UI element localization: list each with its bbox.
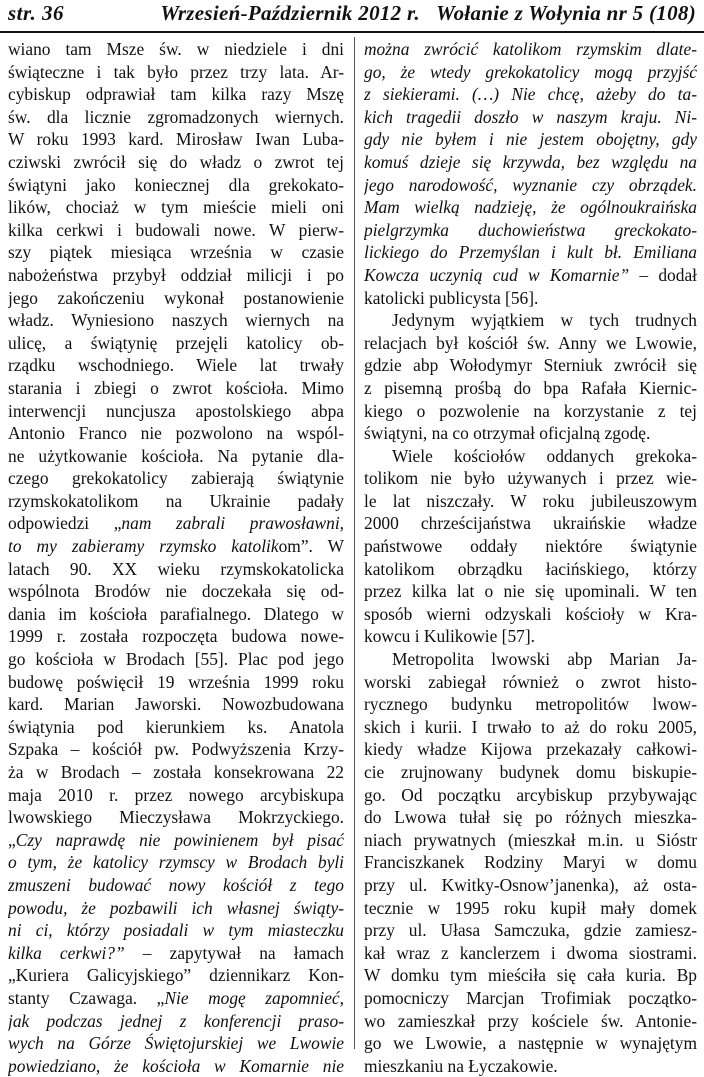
page-header	[0, 0, 704, 33]
right-column-line: W domku tym mieściła się cała kuria. Bp	[364, 965, 697, 986]
italic-quote: komuś dzieje się krzywda, bez względu na	[364, 151, 697, 172]
right-column-line	[364, 196, 697, 219]
right-column-line: Metropolita lwowski abp Marian Ja-	[392, 649, 697, 670]
right-column-line: kowcu i Kulikowie [57].	[364, 626, 535, 647]
left-column-line: lwowskiego Mieczysława Mokrzyckiego.	[8, 807, 344, 828]
italic-quote: jego narodowość, wyznanie czy obrządek.	[364, 174, 697, 195]
left-column-line: wspólnota Brodów nie doczekała się od-	[8, 581, 344, 602]
italic-quote: Kowcza uczynią cud w Komarnie” –	[364, 264, 659, 285]
right-column-line: go. Od początku arcybiskup przybywając	[364, 784, 697, 805]
right-column-line: przy ul. Kwitky-Osnow’janenka), aż osta-	[364, 874, 697, 895]
left-column-line: dania im kościoła parafialnego. Dlatego w	[8, 603, 344, 624]
right-column-line: wo zamieszkał przy kościele św. Antonie-	[364, 1010, 697, 1031]
left-column-line: W roku 1993 kard. Mirosław Iwan Luba-	[8, 129, 344, 150]
italic-quote: powodu, że pozbawili ich własnej świąty-	[8, 897, 344, 918]
right-column-line: 2000 chrześcijaństwa ukraińskie władze	[364, 513, 697, 534]
left-column-line	[8, 1032, 344, 1055]
left-column-line: św. dla licznie zgromadzonych wiernych.	[8, 106, 344, 127]
right-column-line: skich i kurii. I trwało to aż do roku 2005,	[364, 716, 697, 737]
italic-quote: o tym, że katolicy rzymscy w Brodach byli	[8, 852, 344, 873]
right-column-line: sposób wierni odzyskali kościoły w Kra-	[364, 603, 697, 624]
left-column-line: budowę poświęcił 19 września 1999 roku	[8, 671, 344, 692]
right-column-line: kiedy władze Kijowa przekazały całkowi-	[364, 739, 697, 760]
right-column-line	[364, 61, 697, 84]
left-column-line: rzymskokatolikom na Ukrainie padały	[8, 490, 344, 511]
right-column-line: kał wraz z kanclerzem i dwoma siostrami.	[364, 942, 697, 963]
right-column-line: przez kilka lat o nie się upominali. W ten	[364, 581, 697, 602]
italic-quote: wych na Górze Świętojurskiej we Lwowie	[8, 1033, 344, 1054]
italic-quote: pielgrzymka duchowieństwa greckokato-	[364, 219, 697, 240]
right-column-line: le lat niszczały. W roku jubileuszowym	[364, 490, 697, 511]
italic-quote: powiedziano, że kościoła w Komarnie nie	[8, 1055, 344, 1076]
right-column-line: tecznie w 1995 roku kupił mały domek	[364, 897, 697, 918]
italic-quote: zmuszeni budować nowy kościół z tego	[8, 874, 344, 895]
italic-quote: z siekierami. (…) Nie chcę, ażeby do ta-	[364, 84, 697, 105]
italic-quote: Mam wielką nadzieję, że ogólnoukraińska	[364, 197, 697, 218]
left-column-line: władz. Wyniesiono naszych wiernych na	[8, 310, 344, 331]
left-column-line: odpowiedzi „nam zabrali prawosławni,	[8, 513, 344, 534]
left-column-line: wiano tam Msze św. w niedziele i dni	[8, 39, 344, 59]
italic-quote: lickiego do Przemyślan i kult bł. Emiliana	[364, 242, 697, 263]
italic-quote: Nie mogę zapomnieć,	[164, 987, 344, 1008]
right-column-line	[364, 83, 697, 106]
left-column-line	[8, 1055, 344, 1077]
right-column-line: katolicki publicysta [56].	[364, 287, 539, 308]
left-column-line: Szpaka – kościół pw. Podwyższenia Krzy-	[8, 739, 344, 760]
left-column-line: ulicę, a świątynię przejęli katolicy ob-	[8, 332, 344, 353]
page-number: str. 36	[8, 1, 65, 25]
left-column-line	[8, 874, 344, 897]
right-column-line: Jedynym wyjątkiem w tych trudnych	[392, 310, 697, 331]
left-column-line: nabożeństwa przybył oddział milicji i po	[8, 264, 344, 285]
right-column-line: tolikom nie było używanych i przez wie-	[364, 468, 697, 489]
left-column-line: kard. Marian Jaworski. Nowozbudowana	[8, 694, 344, 715]
left-column-line: szy piątek miesiąca września w czasie	[8, 242, 344, 263]
right-column-line	[364, 106, 697, 129]
italic-quote: go, że wtedy grekokatolicy mogą przyjść	[364, 61, 697, 82]
right-column-line: worski zabiegał również o zwrot histo-	[364, 671, 697, 692]
right-column-line	[364, 38, 697, 61]
right-column-line	[364, 241, 697, 264]
italic-quote: jak podczas jednej z konferencji praso-	[8, 1010, 344, 1031]
left-column-line: to my zabieramy rzymsko katolikom”. W	[8, 536, 344, 557]
right-column-line: katolikom obrządku łacińskiego, którzy	[364, 558, 697, 579]
left-column-line: stanty Czawaga. „Nie mogę zapomnieć,	[8, 987, 344, 1008]
issue-title: Wrzesień-Październik 2012 r. Wołanie z Wołynia nr 5 (108)	[160, 1, 696, 25]
italic-quote: Czy naprawdę nie powinienem był pisać	[15, 829, 344, 850]
right-column-line: Franciszkanek Rodziny Maryi w domu	[364, 852, 697, 873]
left-column-line: „Kuriera Galicyjskiego” dziennikarz Kon-	[8, 965, 344, 986]
italic-quote: ni ci, którzy posiadali w tym miasteczku	[8, 920, 344, 941]
italic-quote: kilka cerkwi?” –	[8, 942, 152, 963]
left-column-line: starania i zbiegi o zwrot kościoła. Mimo	[8, 377, 344, 398]
left-column-line: kilka cerkwi?” – zapytywał na łamach	[8, 942, 344, 963]
right-column-line: Kowcza uczynią cud w Komarnie” – dodał	[364, 264, 697, 285]
right-column-line: mieszkaniu na Łyczakowie.	[364, 1055, 558, 1076]
right-column-line: niach prywatnych (mieszkał m.in. u Sióstr	[364, 829, 697, 850]
right-column-line: kiego o pozwolenie na korzystanie z tej	[364, 400, 697, 421]
italic-quote: nam zabrali prawosławni,	[121, 513, 344, 534]
right-column-line: pomocniczy Marcjan Trofimiak początko-	[364, 987, 697, 1008]
left-column-line: świątynia pod kierunkiem ks. Anatola	[8, 716, 344, 737]
right-column-line: rycznego budynku metropolitów lwow-	[364, 694, 697, 715]
left-column-line: czego grekokatolicy zabierają świątynie	[8, 468, 344, 489]
left-column-line: Antonio Franco nie pozwolono na wspól-	[8, 423, 344, 444]
left-column-line: ża w Brodach – została konsekrowana 22	[8, 762, 344, 782]
right-column-line: Wiele kościołów oddanych grekoka-	[392, 445, 697, 466]
left-column-line: świąteczne i tak było przez trzy lata. Ar-	[8, 61, 344, 82]
right-column-line: do Lwowa tułał się po różnych mieszka-	[364, 807, 697, 828]
right-column-line: świątyni, na co otrzymał oficjalną zgodę.	[364, 423, 651, 444]
left-column-line: lików, chociaż w tym mieście mieli oni	[8, 197, 344, 218]
left-column-line	[8, 919, 344, 942]
right-column-line: państwowe oddały niektóre świątynie	[364, 536, 697, 557]
italic-quote: to my zabieramy rzymsko katolik	[8, 536, 279, 557]
right-column-line	[364, 151, 697, 174]
left-column-line: ne użytkowanie kościoła. Na pytanie dla-	[8, 445, 344, 466]
right-column-line: z pisemną prośbą do bpa Rafała Kiernic-	[364, 377, 697, 398]
left-column-line	[8, 1010, 344, 1033]
left-column-line	[8, 851, 344, 874]
left-column-line: interwencji nuncjusza apostolskiego abpa	[8, 400, 344, 421]
left-column-line: „Czy naprawdę nie powinienem był pisać	[8, 829, 344, 850]
italic-quote: gdy nie byłem i nie jestem obojętny, gdy	[364, 129, 697, 150]
right-column-line	[364, 219, 697, 242]
left-column-line: latach 90. XX wieku rzymskokatolicka	[8, 558, 344, 579]
right-column-line: gdzie abp Wołodymyr Sterniuk zwrócił się	[364, 355, 697, 376]
right-column-line: przy ul. Ułasa Samczuka, gdzie zamiesz-	[364, 920, 697, 941]
left-column-line: rządku wschodniego. Wiele lat trwały	[8, 355, 344, 376]
right-column-line	[364, 128, 697, 151]
left-column-line: świątyni jako koniecznej dla grekokato-	[8, 174, 344, 195]
right-column-line: relacjach był kościół św. Anny we Lwowie,	[364, 332, 697, 353]
right-column-line: go we Lwowie, a następnie w wynajętym	[364, 1033, 697, 1054]
right-column-line: cie zrujnowany budynek domu biskupie-	[364, 762, 697, 782]
header-rule	[0, 31, 704, 33]
left-column-line: cybiskup odprawiał tam kilka razy Mszę	[8, 84, 344, 105]
left-column-line	[8, 897, 344, 920]
italic-quote: można zwrócić katolikom rzymskim dlate-	[364, 39, 697, 59]
left-column-line: maja 2010 r. przez nowego arcybiskupa	[8, 784, 344, 805]
column-divider	[354, 37, 355, 1049]
right-column-line	[364, 174, 697, 197]
left-column-line: 1999 r. została rozpoczęta budowa nowe-	[8, 626, 344, 647]
right-column	[364, 38, 697, 1077]
left-column-line: cziwski zwrócił się do władz o zwrot tej	[8, 151, 344, 172]
left-column-line: go kościoła w Brodach [55]. Plac pod jego	[8, 649, 344, 670]
italic-quote: kich tragedii doszło w naszym kraju. Ni-	[364, 106, 697, 127]
left-column-line: jego zakończeniu wykonał postanowienie	[8, 287, 344, 308]
left-column-line: kilka cerkwi i budowali nowe. W pierw-	[8, 219, 344, 240]
left-column	[8, 38, 344, 1077]
